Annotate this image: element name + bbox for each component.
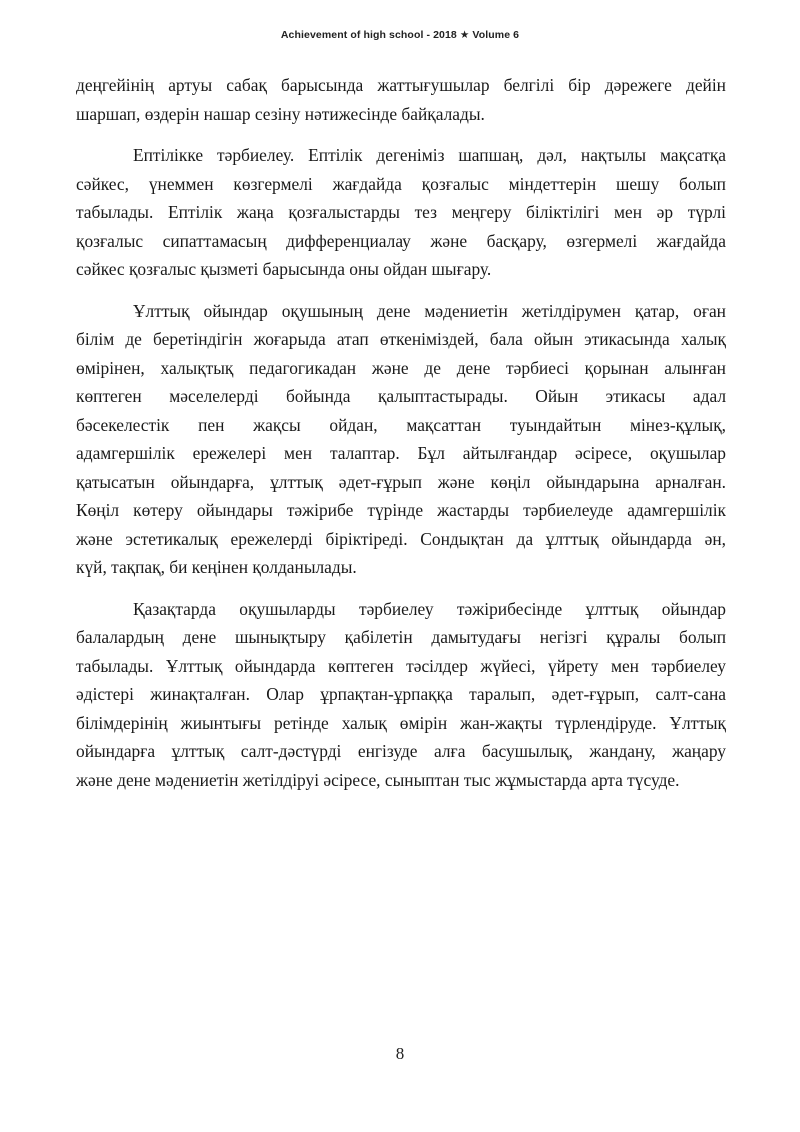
text-line: шаршап, өздерін нашар сезіну нәтижесінде байқалады. — [76, 103, 485, 124]
text-line: балалардың дене шынықтыру қабілетін дамытудағы негізгі құралы болып — [76, 627, 726, 647]
text-line: күй, тақпақ, би кеңінен қолданылады. — [76, 557, 357, 577]
text-line: қозғалыс сипаттамасың дифференциалау және басқару, өзгермелі жағдайда — [76, 230, 726, 251]
text-line: Ұлттық ойындар оқушының дене мәдениетін жетілдірумен қатар, оған — [133, 300, 726, 321]
paragraph-agility — [76, 141, 726, 284]
text-line: деңгейінің артуы сабақ барысында жаттығушылар белгілі бір дәрежеге дейін — [76, 75, 726, 95]
page-number: 8 — [395, 1044, 405, 1063]
text-line: және эстетикалық ережелерді біріктіреді. Сондықтан да ұлттық ойындарда ән, — [76, 528, 726, 549]
text-line: Ептілікке тәрбиелеу. Ептілік дегеніміз шапшаң, дәл, нақтылы мақсатқа — [133, 145, 726, 165]
paragraph-continuation — [76, 71, 726, 128]
text-line: адамгершілік ережелері мен талаптар. Бұл айтылғандар әсіресе, оқушылар — [76, 443, 726, 463]
text-line: білім де беретіндігін жоғарыда атап өткеніміздей, бала ойын этикасында халық — [76, 329, 726, 349]
text-line: өмірінен, халықтық педагогикадан және де дене тәрбиесі қорынан алынған — [76, 357, 726, 378]
text-line: Қазақтарда оқушыларды тәрбиелеу тәжірибесінде ұлттық ойындар — [133, 598, 726, 619]
text-line: бәсекелестік пен жақсы ойдан, мақсаттан туындайтын мінез-құлық, — [76, 414, 726, 435]
text-line: көптеген мәселелерді бойында қалыптастырады. Ойын этикасы адал — [76, 386, 726, 406]
paragraph-national-games — [76, 297, 726, 582]
text-line: және дене мәдениетін жетілдіруі әсіресе, сыныптан тыс жұмыстарда арта түсуде. — [76, 769, 680, 790]
paragraph-kazakh-education — [76, 595, 726, 795]
text-line: білімдерінің жиынтығы ретінде халық өмірін жан-жақты түрлендіруде. Ұлттық — [76, 712, 726, 733]
running-header: Achievement of high school - 2018 ★ Volume 6 — [280, 29, 520, 41]
text-line: Көңіл көтеру ойындары тәжірибе түрінде жастарды тәрбиелеуде адамгершілік — [76, 500, 726, 520]
text-line: сәйкес, үнеммен көзгермелі жағдайда қозғалыс міндеттерін шешу болып — [76, 173, 726, 194]
text-line: сәйкес қозғалыс қызметі барысында оны ойдан шығару. — [76, 259, 492, 279]
text-line: табылады. Ұлттық ойындарда көптеген тәсілдер жүйесі, үйрету мен тәрбиелеу — [76, 655, 726, 676]
text-line: әдістері жинақталған. Олар ұрпақтан-ұрпаққа таралып, әдет-ғұрып, салт-сана — [76, 684, 726, 704]
text-line: қатысатын ойындарға, ұлттық әдет-ғұрып және көңіл ойындарына арналған. — [76, 471, 726, 492]
text-line: табылады. Ептілік жаңа қозғалыстарды тез меңгеру біліктілігі мен әр түрлі — [76, 202, 726, 222]
article-body — [76, 71, 726, 807]
text-line: ойындарға ұлттық салт-дәстүрді енгізуде алға басушылық, жандану, жаңару — [76, 741, 726, 761]
